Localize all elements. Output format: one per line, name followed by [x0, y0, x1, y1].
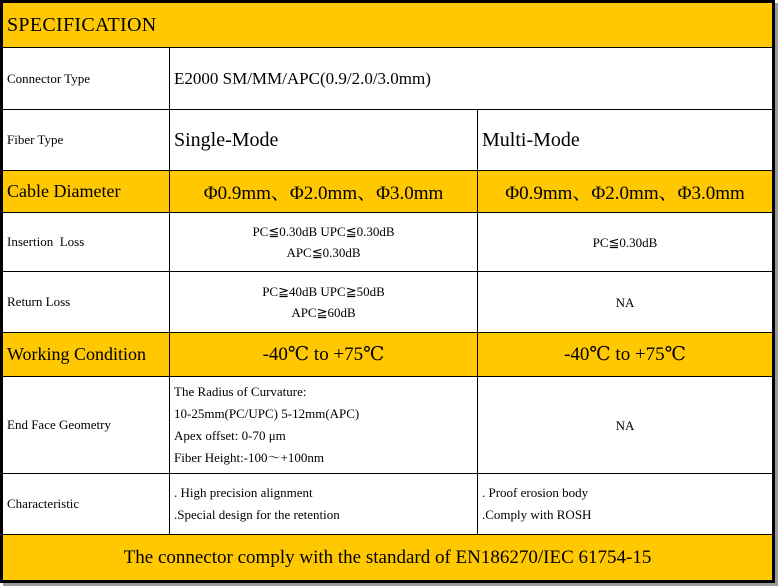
characteristic-multi-line1: . Proof erosion body: [482, 485, 589, 500]
working-condition-single: -40℃ to +75℃: [170, 333, 478, 377]
return-loss-multi: NA: [478, 272, 773, 333]
insertion-loss-single: [170, 213, 478, 272]
characteristic-row: [3, 474, 773, 535]
working-condition-multi: -40℃ to +75℃: [478, 333, 773, 377]
cable-diameter-label: Cable Diameter: [3, 171, 170, 213]
insertion-loss-single-line2: APC≦0.30dB: [286, 245, 361, 260]
insertion-loss-single-line1: PC≦0.30dB UPC≦0.30dB: [252, 224, 395, 239]
end-face-line3: Apex offset: 0-70 μm: [174, 428, 286, 443]
fiber-type-label: Fiber Type: [3, 110, 170, 171]
cable-diameter-row: [3, 171, 773, 213]
characteristic-multi-line2: .Comply with ROSH: [482, 507, 592, 522]
fiber-type-multi-mode: Multi-Mode: [478, 110, 773, 171]
end-face-geometry-single: [170, 377, 478, 474]
connector-type-label: Connector Type: [3, 48, 170, 110]
footer-standard-note: The connector comply with the standard of EN186270/IEC 61754-15: [3, 535, 773, 581]
cable-diameter-single: Φ0.9mm、Φ2.0mm、Φ3.0mm: [170, 171, 478, 213]
characteristic-single-line2: .Special design for the retention: [174, 507, 340, 522]
end-face-line2: 10-25mm(PC/UPC) 5-12mm(APC): [174, 406, 360, 421]
return-loss-label: Return Loss: [3, 272, 170, 333]
fiber-type-single-mode: Single-Mode: [170, 110, 478, 171]
characteristic-multi: [478, 474, 773, 535]
working-condition-row: [3, 333, 773, 377]
end-face-geometry-row: [3, 377, 773, 474]
cable-diameter-multi: Φ0.9mm、Φ2.0mm、Φ3.0mm: [478, 171, 773, 213]
footer-row: [3, 535, 773, 581]
end-face-line4: Fiber Height:-100～+100nm: [174, 450, 324, 465]
insertion-loss-multi: PC≦0.30dB: [478, 213, 773, 272]
return-loss-row: [3, 272, 773, 333]
spec-title: SPECIFICATION: [3, 3, 773, 48]
end-face-line1: The Radius of Curvature:: [174, 384, 307, 399]
insertion-loss-label: Insertion Loss: [3, 213, 170, 272]
characteristic-single-line1: . High precision alignment: [174, 485, 313, 500]
specification-table: [2, 2, 773, 581]
characteristic-label: Characteristic: [3, 474, 170, 535]
return-loss-single: [170, 272, 478, 333]
return-loss-single-line2: APC≧60dB: [291, 305, 356, 320]
connector-type-row: [3, 48, 773, 110]
connector-type-value: E2000 SM/MM/APC(0.9/2.0/3.0mm): [170, 48, 773, 110]
insertion-loss-row: [3, 213, 773, 272]
fiber-type-row: [3, 110, 773, 171]
end-face-geometry-label: End Face Geometry: [3, 377, 170, 474]
end-face-geometry-multi: NA: [478, 377, 773, 474]
return-loss-single-line1: PC≧40dB UPC≧50dB: [262, 284, 385, 299]
header-row: [3, 3, 773, 48]
characteristic-single: [170, 474, 478, 535]
working-condition-label: Working Condition: [3, 333, 170, 377]
